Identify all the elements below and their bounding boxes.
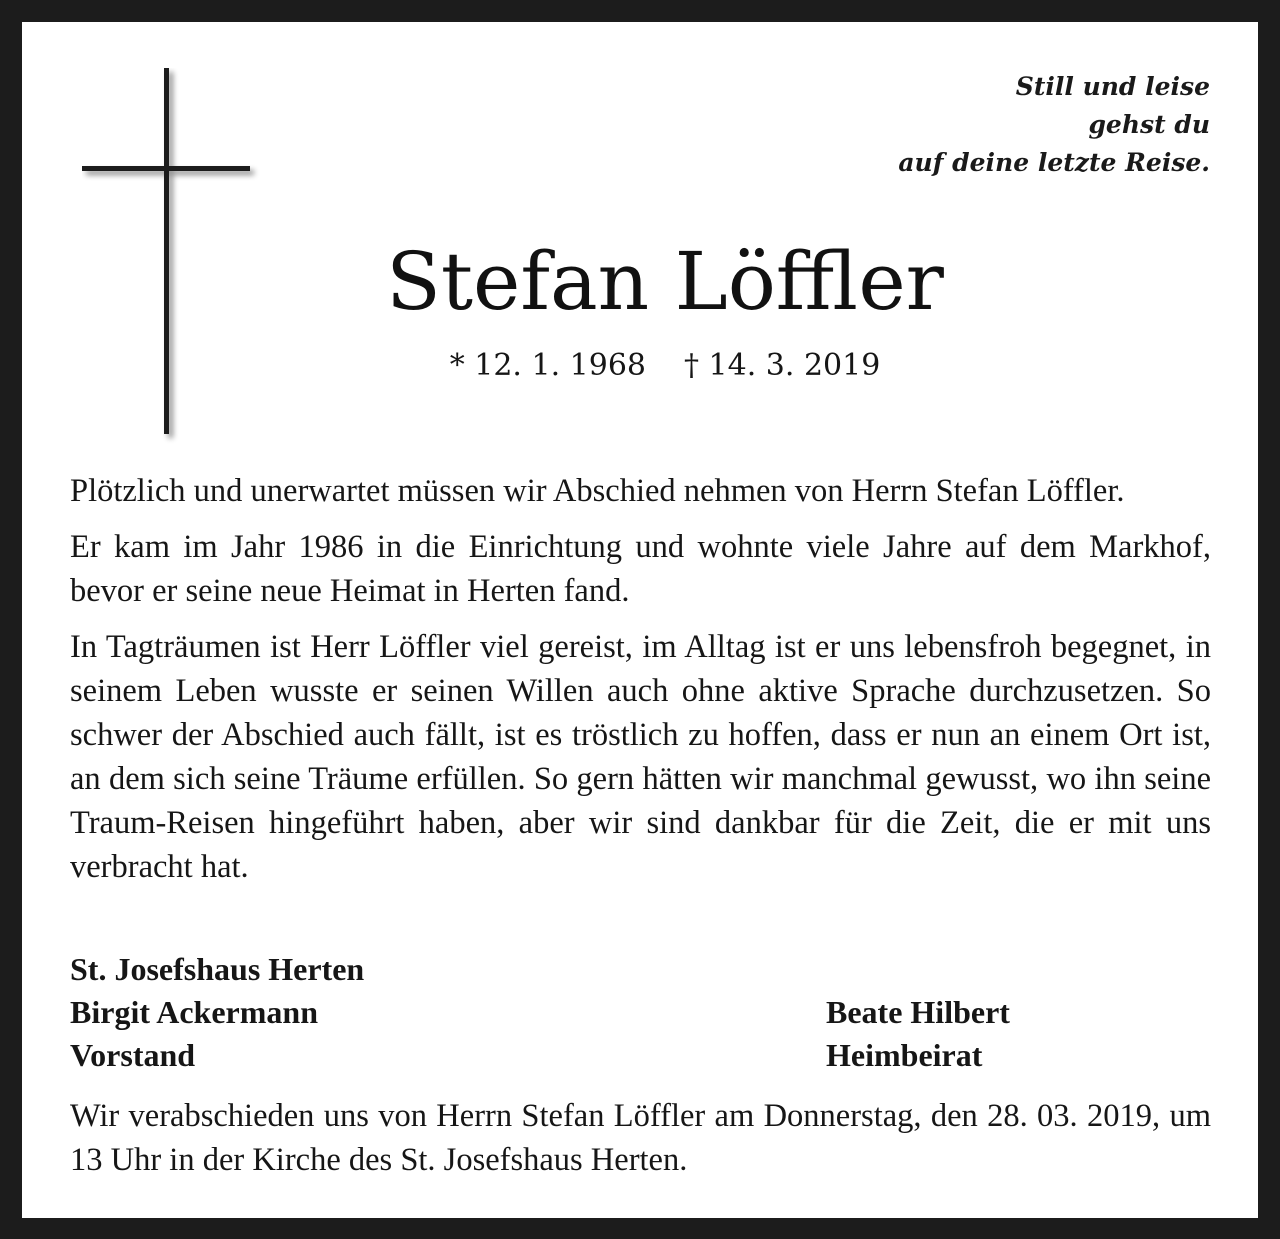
paragraph: Plötzlich und unerwartet müssen wir Abschied nehmen von Herrn Stefan Löffler. <box>70 473 1125 509</box>
obituary-text <box>70 469 1211 901</box>
motto-line: Still und leise <box>1015 72 1210 101</box>
institution-name: St. Josefshaus Herten <box>70 951 365 987</box>
life-dates <box>22 344 1258 388</box>
motto-line: auf deine letzte Reise. <box>898 148 1210 177</box>
obituary-card <box>22 22 1258 1218</box>
paragraph: In Tagträumen ist Herr Löffler viel gereist, im Alltag ist er uns lebensfroh begegnet, in seinem Leben wusste er seinen Willen auch ohne aktive Sprache durchzusetzen. So schwer der Abschied auch fällt, ist es tröstlich zu hoffen, dass er nun an einem Ort ist, an dem sich seine Träume erfüllen. So gern hätten wir manchmal gewusst, wo ihn seine Traum-Reisen hingeführt haben, aber wir sind dankbar für die Zeit, die er mit uns verbracht hat. <box>70 629 1211 885</box>
paragraph: Er kam im Jahr 1986 in die Einrichtung und wohnte viele Jahre auf dem Markhof, bevor er seine neue Heimat in Herten fand. <box>70 529 1211 609</box>
signer-name-left: Birgit Ackermann <box>70 994 318 1030</box>
signature-block <box>70 948 1211 1077</box>
signer-name-right: Beate Hilbert <box>826 994 1010 1030</box>
deceased-name: Stefan Löffler <box>386 235 944 328</box>
motto-line: gehst du <box>1088 110 1210 139</box>
funeral-notice: Wir verabschieden uns von Herrn Stefan Löffler am Donnerstag, den 28. 03. 2019, um 13 Uhr in der Kirche des St. Josefshaus Herten. <box>70 1098 1211 1178</box>
signer-role-left: Vorstand <box>70 1037 196 1073</box>
birth-date: * 12. 1. 1968 <box>449 348 646 383</box>
signer-role-right: Heimbeirat <box>826 1037 983 1073</box>
death-date: † 14. 3. 2019 <box>684 348 881 383</box>
motto-verse <box>898 68 1210 182</box>
